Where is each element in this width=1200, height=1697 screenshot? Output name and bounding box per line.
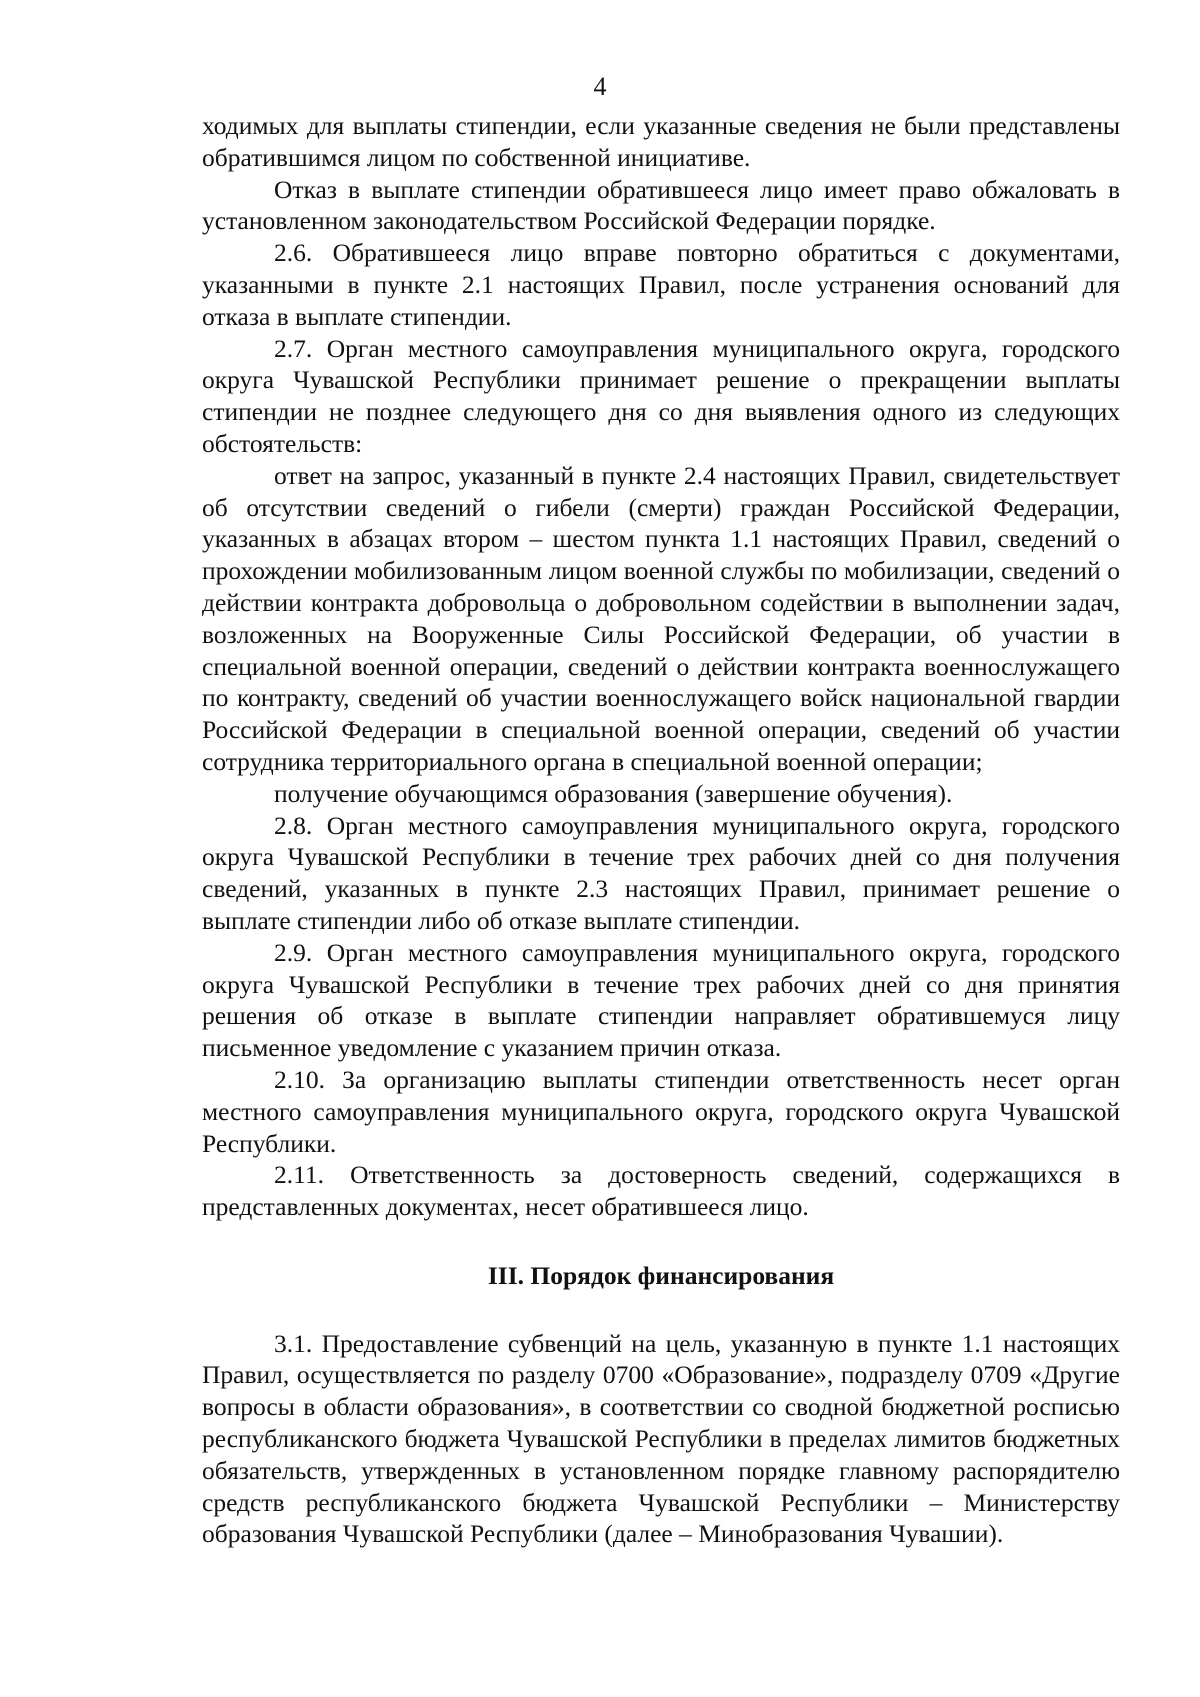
- paragraph-2-7-item-2: получение обучающимся образования (завершение обучения).: [274, 778, 953, 808]
- section-heading: III. Порядок финансирования: [487, 1260, 835, 1290]
- paragraph-2-7-item-1: ответ на запрос, указанный в пункте 2.4 настоящих Правил, свидетельствует об отсутствии сведений о гибели (смерти) граждан Российской Федерации, указанных в абзацах втором – шестом пункта 1.1 настоящих Правил, сведений о прохождении мобилизованным лицом военной службы по мобилизации, сведений о действии контракта добровольца о добровольном содействии в выполнении задач, возложенных на Вооруженные Силы Российской Федерации, об участии в специальной военной операции, сведений о действии контракта военнослужащего по контракту, сведений об участии военнослужащего войск национальной гвардии Российской Федерации в специальной военной операции, сведений об участии сотрудника территориального органа в специальной военной операции;: [202, 460, 1120, 776]
- paragraph-2-9: 2.9. Орган местного самоуправления муниципального округа, городского округа Чувашской Республики в течение трех рабочих дней со дня принятия решения об отказе в выплате стипендии направляет обратившемуся лицу письменное уведомление с указанием причин отказа.: [202, 937, 1120, 1063]
- paragraph-2-11: 2.11. Ответственность за достоверность сведений, содержащихся в представленных документах, несет обратившееся лицо.: [202, 1160, 1120, 1222]
- paragraph-2-6: 2.6. Обратившееся лицо вправе повторно обратиться с документами, указанными в пункте 2.1 настоящих Правил, после устранения оснований для отказа в выплате стипендии.: [202, 238, 1120, 331]
- paragraph-2-7: 2.7. Орган местного самоуправления муниципального округа, городского округа Чувашской Республики принимает решение о прекращении выплаты стипендии не позднее следующего дня со дня выявления одного из следующих обстоятельств:: [202, 333, 1120, 458]
- document-body: [202, 110, 1120, 1550]
- page-number: 4: [593, 72, 607, 101]
- paragraph-appeal-right: Отказ в выплате стипендии обратившееся лицо имеет право обжаловать в установленном законодательством Российской Федерации порядке.: [202, 174, 1120, 236]
- paragraph-continuation: ходимых для выплаты стипендии, если указанные сведения не были представлены обратившимся лицом по собственной инициативе.: [202, 111, 1120, 172]
- paragraph-2-8: 2.8. Орган местного самоуправления муниципального округа, городского округа Чувашской Республики в течение трех рабочих дней со дня получения сведений, указанных в пункте 2.3 настоящих Правил, принимает решение о выплате стипендии либо об отказе выплате стипендии.: [202, 810, 1120, 935]
- paragraph-2-10: 2.10. За организацию выплаты стипендии ответственность несет орган местного самоуправления муниципального округа, городского округа Чувашской Республики.: [202, 1064, 1120, 1158]
- paragraph-3-1: 3.1. Предоставление субвенций на цель, указанную в пункте 1.1 настоящих Правил, осуществляется по разделу 0700 «Образование», подразделу 0709 «Другие вопросы в области образования», в соответствии со сводной бюджетной росписью республиканского бюджета Чувашской Республики в пределах лимитов бюджетных обязательств, утвержденных в установленном порядке главному распорядителю средств республиканского бюджета Чувашской Республики – Министерству образования Чувашской Республики (далее – Минобразования Чувашии).: [202, 1328, 1120, 1549]
